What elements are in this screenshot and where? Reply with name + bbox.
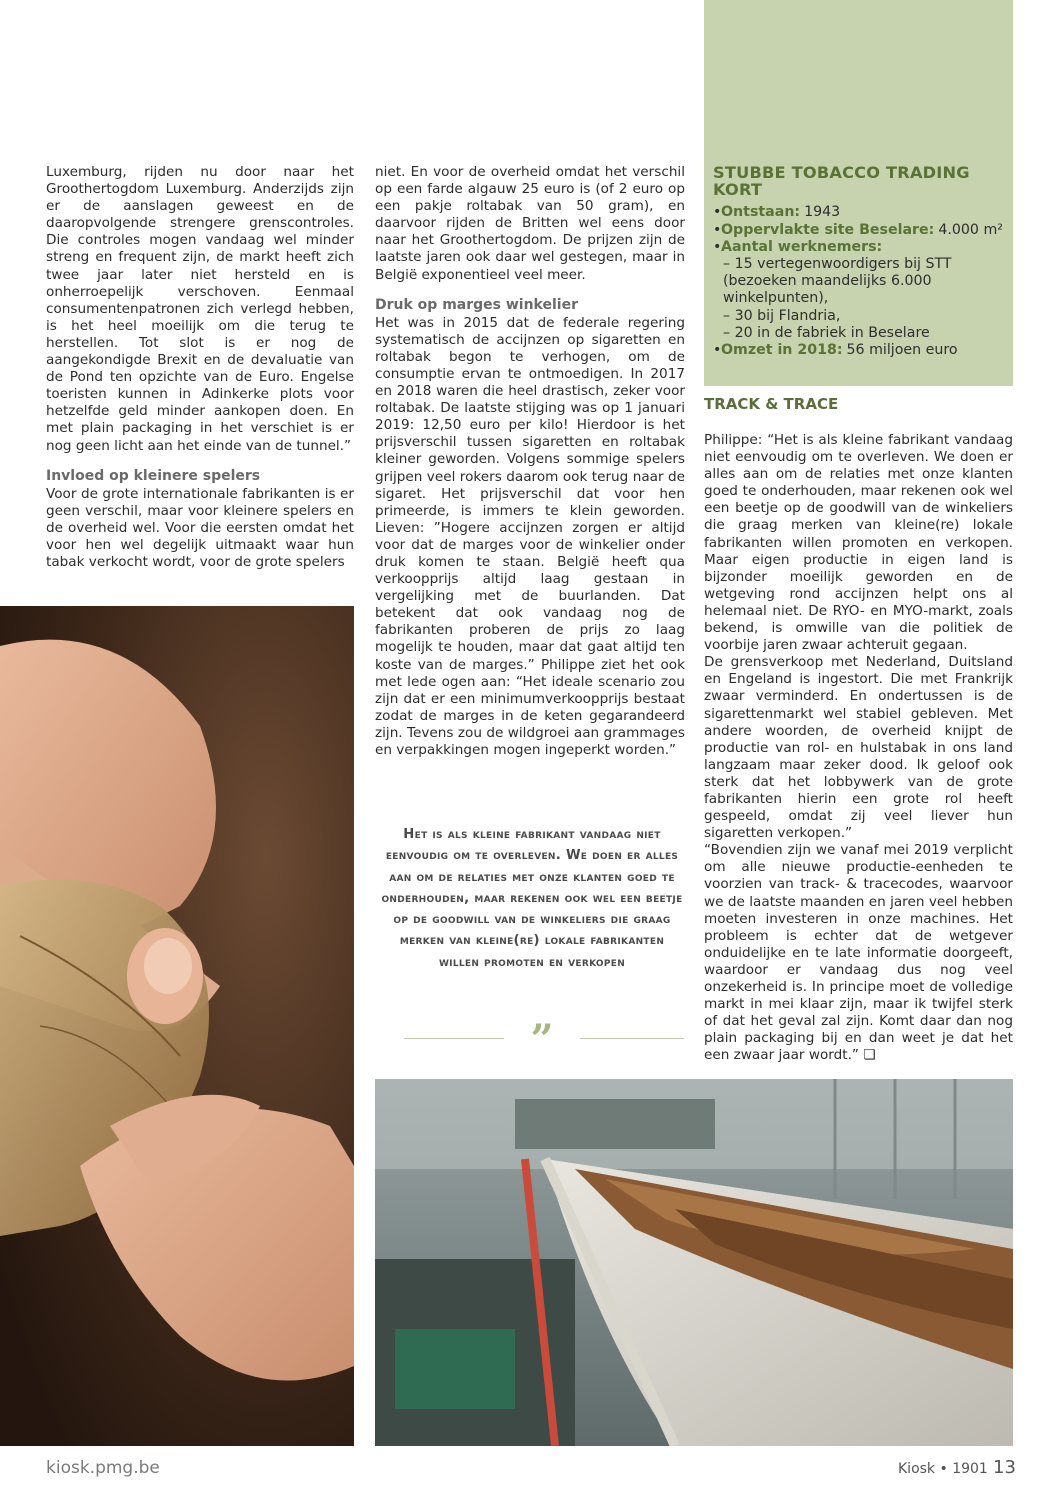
quote-mark-divider [404,1016,684,1063]
bullet-icon: • [713,238,722,255]
fact-item [713,222,1009,239]
fact-value: 1943 [804,204,841,221]
article-column-1 [46,164,354,571]
employee-line: – 15 vertegenwoordigers bij STT (bezoeken maandelijks 6.000 winkelpunten), [723,256,952,307]
paragraph: “Bovendien zijn we vanaf mei 2019 verplicht om alle nieuwe productie-eenheden te voorzien van track- & tracecodes, waarvoor we de laatste maanden en jaren veel hebben moeten investeren in onze machines. Het probleem is echter dat de wetgever onduidelijke en te late informatie doorgeeft, waardoor er vandaag dus nog veel onzekerheid is. In principe moet de volledige markt in mei klaar zijn, maar ik twijfel sterk of dat het geval zal zijn. Komt daar dan nog plain packaging bij en dan weet je dat het een zwaar jaar wordt.” ❏ [704,842,1013,1064]
fact-key: Omzet in 2018: [721,342,843,359]
fact-value: 56 miljoen euro [846,342,958,359]
paragraph: Philippe: “Het is als kleine fabrikant vandaag niet eenvoudig om te overleven. We doen er alles aan om de relaties met onze klanten goed te onderhouden, maar rekenen ook wel een beetje op de goodwill van de winkeliers die graag merken van kleine(re) lokale fabrikanten willen promoten en verkopen. Maar eigen productie in eigen land is bijzonder moeilijk geworden en de wetgeving rond accijnzen helpt ons al helemaal niet. De RYO- en MYO-markt, zoals bekend, is omwille van die politiek de voorbije jaren zwaar achteruit gegaan. [704,432,1013,654]
article-column-3 [704,432,1013,1064]
bullet-icon: • [713,204,722,221]
photo-conveyor-belt [375,1079,1013,1446]
fact-box [704,0,1013,386]
section-heading: TRACK & TRACE [704,395,839,413]
paragraph: Luxemburg, rijden nu door naar het Groothertogdom Luxemburg. Anderzijds zijn er de aanslagen geweest en de daaropvolgende strengere grenscontroles. Die controles mogen vandaag wel minder streng en frequent zijn, de markt heeft zich twee jaar later niet hersteld en is onherroepelijk verschoven. Eenmaal consumentenpatronen zich verlegd hebben, is het heel moeilijk om die terug te herstellen. Tot slot is er nog de aangekondigde Brexit en de devaluatie van de Pond ten opzichte van de Euro. Engelse toeristen kunnen in Adinkerke plots voor hetzelfde geld minder aankopen doen. En met plain packaging in het verschiet is er nog geen licht aan het einde van de tunnel.” [46,164,354,454]
fact-key: Aantal werknemers: [721,238,883,255]
paragraph: Voor de grote internationale fabrikanten is er geen verschil, maar voor kleinere spelers en de overheid wel. Voor die eersten omdat het voor hen wel degelijk uitmaakt waar hun tabak verkocht wordt, voor de grote spelers [46,485,354,570]
paragraph: De grensverkoop met Nederland, Duitsland en Engeland is ingestort. Die met Frankrijk zwaar verminderd. En ondertussen is de sigarettenmarkt wel stabiel gebleven. Met andere woorden, de overheid knijpt de productie van rol- en hulstabak in ons land langzaam maar zeker dood. Ik geloof ook sterk dat het lobbywerk van de grote fabrikanten hierin een grote rol heeft gespeeld, omdat zij veel liever hun sigaretten verkopen.” [704,654,1013,842]
fact-key: Ontstaan: [721,204,801,221]
fact-item [713,204,1009,221]
fact-box-title: STUBBE TOBACCO TRADING KORT [713,163,970,200]
section-heading: Druk op marges winkelier [375,296,578,313]
quote-mark-icon: ” [530,1016,554,1063]
fact-value: 4.000 m² [938,221,1003,238]
paragraph: Het was in 2015 dat de federale regering systematisch de accijnzen op sigaretten en roltabak begon te verhogen, om de consumptie ervan te ontmoedigen. In 2017 en 2018 waren die heel drastisch, zeker voor roltabak. De laatste stijging was op 1 januari 2019: 12,50 euro per kilo! Hierdoor is het prijsverschil tussen sigaretten en roltabak kleiner geworden. Volgens sommige spelers grijpen veel rokers daarom ook terug naar de sigaret. Het prijsverschil dat voor hen primeerde, is immers te klein geworden. Lieven: ”Hogere accijnzen zorgen er altijd voor dat de marges voor de winkelier onder druk komen te staan. België heeft qua verkoopprijs altijd laag gestaan in vergelijking met de buurlanden. Dat betekent dat ook vandaag nog de fabrikanten proberen de prijs zo laag mogelijk te houden, maar dat gaat altijd ten koste van de marges.” Philippe ziet het ook met lede ogen aan: “Het ideale scenario zou zijn dat er een minimumverkoopprijs bestaat zodat de marges in de keten gegarandeerd zijn. Tevens zou de wildgroei aan grammages en verpakkingen mogen ingeperkt worden.” [375,314,685,758]
paragraph: niet. En voor de overheid omdat het verschil op een farde algauw 25 euro is (of 2 euro op een pakje roltabak van 50 gram), en daarvoor rijden de Britten wel eens door naar het Groothertogdom. De prijzen zijn de laatste jaren ook daar wel gestegen, maar in België exponentieel veel meer. [375,164,685,283]
fact-item [713,239,1009,256]
photo-hands-tobacco-leaf [0,606,354,1446]
bullet-icon: • [713,342,722,359]
employee-line: – 30 bij Flandria, [723,307,841,324]
pull-quote: Het is als kleine fabrikant vandaag niet eenvoudig om te overleven. We doen er alles aan om de relaties met onze klanten goed te onderhouden, maar rekenen ook wel een beetje op de goodwill van de winkeliers die graag merken van kleine(re) lokale fabrikanten willen promoten en verkopen [381,827,683,970]
bullet-icon: • [713,221,722,238]
website-link[interactable]: kiosk.pmg.be [46,1458,160,1478]
fact-key: Oppervlakte site Beselare: [721,221,935,238]
employee-line: – 20 in de fabriek in Beselare [723,324,930,341]
magazine-issue: Kiosk • 1901 [898,1461,988,1477]
article-column-2 [375,164,685,759]
fact-item [713,342,1009,359]
section-heading: Invloed op kleinere spelers [46,467,261,484]
page-number: 13 [993,1457,1016,1478]
